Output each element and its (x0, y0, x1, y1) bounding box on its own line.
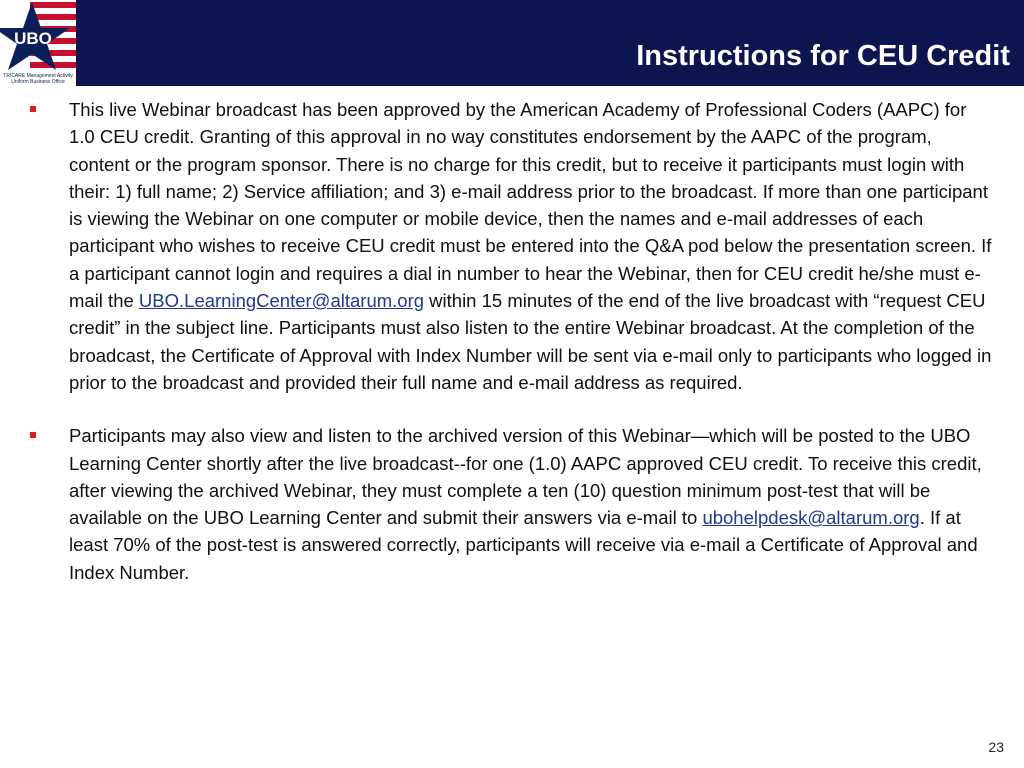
bullet-item-archived-webinar (28, 422, 996, 586)
logo-caption (2, 73, 74, 85)
logo-caption-line1: TRICARE Management Activity (3, 73, 73, 79)
slide-title: Instructions for CEU Credit (636, 40, 1010, 72)
title-bar (76, 0, 1024, 86)
square-bullet-icon (30, 432, 36, 438)
slide-header (0, 0, 1024, 86)
logo-caption-line2: Uniform Business Office (11, 79, 65, 85)
slide-body (28, 96, 996, 586)
page-number: 23 (988, 739, 1004, 755)
svg-text:UBO: UBO (14, 29, 52, 48)
ubo-logo (0, 0, 76, 86)
ubo-flag-star-icon (0, 0, 76, 74)
bullet-text-before: Participants may also view and listen to the archived version of this Webinar—which will be posted to the UBO Learning Center shortly after the live broadcast--for one (1.0) AAPC approved CEU credit. To receive this credit, after viewing the archived Webinar, they must complete a ten (10) question minimum post-test that will be available on the UBO Learning Center and submit their answers via e-mail to (69, 425, 982, 529)
bullet-text-after: within 15 minutes of the end of the live broadcast with “request CEU credit” in the subject line. Participants must also listen to the entire Webinar broadcast. At the completion of the broadcast, the Certificate of Approval with Index Number will be sent via e-mail only to participants who logged in prior to the broadcast and provided their full name and e-mail address as required. (69, 290, 992, 393)
bullet-item-live-webinar (28, 96, 996, 396)
square-bullet-icon (30, 106, 36, 112)
bullet-text-before: This live Webinar broadcast has been approved by the American Academy of Professional Coders (AAPC) for 1.0 CEU credit. Granting of this approval in no way constitutes endorsement by the AAPC of the program, content or the program sponsor. There is no charge for this credit, but to receive it participants must login with their: 1) full name; 2) Service affiliation; and 3) e-mail address prior to the broadcast. If more than one participant is viewing the Webinar on one computer or mobile device, then the names and e-mail addresses of each participant who wishes to receive CEU credit must be entered into the Q&A pod below the presentation screen. If a participant cannot login and requires a dial in number to hear the Webinar, then for CEU credit he/she must e-mail the (69, 99, 992, 312)
learning-center-email-link[interactable]: UBO.LearningCenter@altarum.org (138, 290, 425, 312)
bullet-text-after: . If at least 70% of the post-test is answered correctly, participants will receive via e-mail a Certificate of Approval and Index Number. (69, 507, 978, 583)
helpdesk-email-link[interactable]: ubohelpdesk@altarum.org (702, 507, 920, 529)
